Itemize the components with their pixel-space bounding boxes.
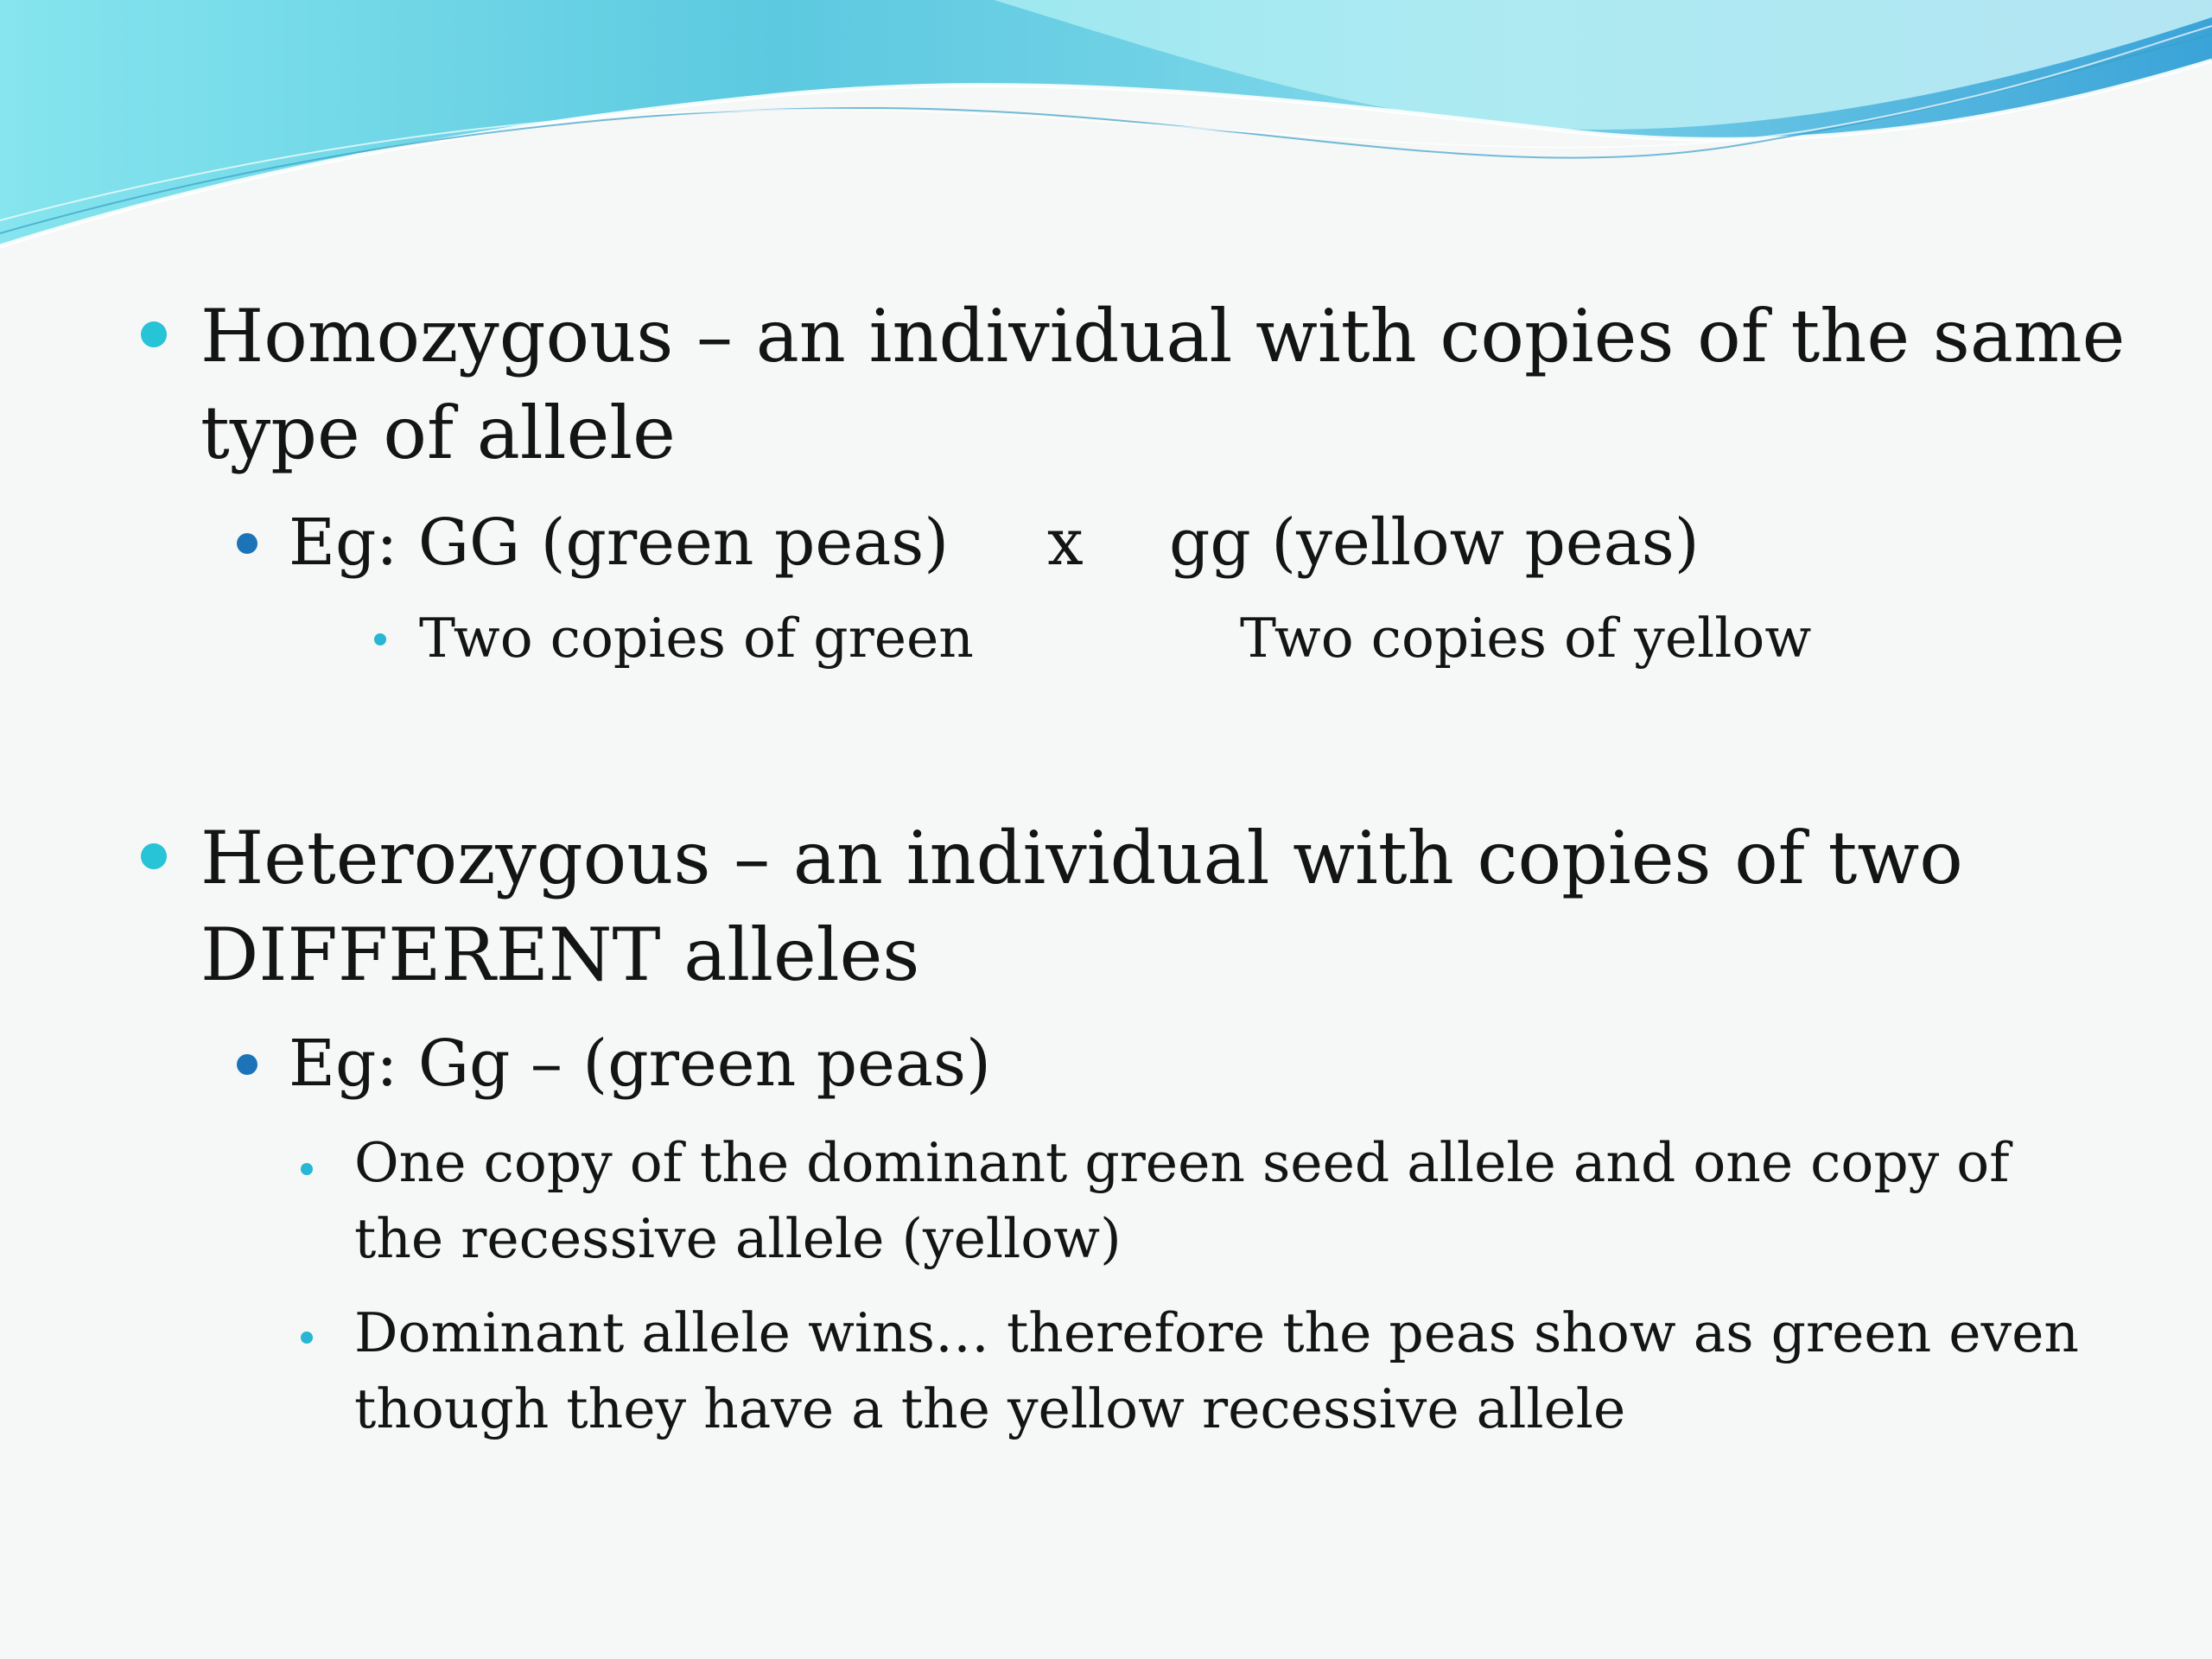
bullet-icon: [141, 843, 167, 869]
heterozygous-example: Eg: Gg – (green peas): [289, 1027, 991, 1101]
heterozygous-note2-line2: though they have a the yellow recessive allele: [354, 1377, 1626, 1440]
homozygous-note-left: Two copies of green: [419, 607, 974, 670]
homozygous-example-left: Eg: GG (green peas): [289, 505, 950, 580]
heterozygous-note1-line2: the recessive allele (yellow): [354, 1207, 1122, 1270]
homozygous-definition-line1: Homozygous – an individual with copies of the same: [200, 294, 2126, 378]
header-wave-decoration: [0, 0, 2212, 259]
homozygous-definition-line2: type of allele: [200, 391, 676, 475]
heterozygous-note2-line1: Dominant allele wins… therefore the peas show as green even: [354, 1301, 2080, 1364]
homozygous-note-right: Two copies of yellow: [1240, 607, 1812, 670]
heterozygous-definition-line1: Heterozygous – an individual with copies of two: [200, 816, 1963, 900]
bullet-icon: [141, 321, 167, 347]
heterozygous-note1-line1: One copy of the dominant green seed allele and one copy of: [354, 1131, 2010, 1194]
bullet-icon: [374, 633, 386, 645]
bullet-icon: [301, 1163, 313, 1175]
homozygous-example-cross: x: [1047, 505, 1084, 580]
bullet-icon: [237, 1054, 257, 1075]
bullet-icon: [301, 1332, 313, 1344]
homozygous-example-right: gg (yellow peas): [1169, 505, 1700, 580]
heterozygous-definition-line2: DIFFERENT alleles: [200, 912, 920, 997]
bullet-icon: [237, 533, 257, 554]
